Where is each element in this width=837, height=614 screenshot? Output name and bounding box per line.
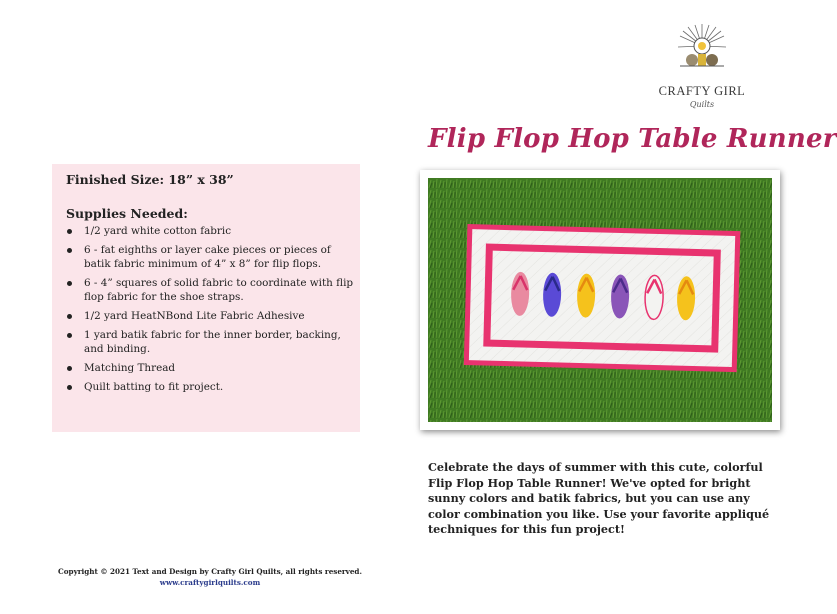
supplies-panel (52, 164, 360, 432)
supply-text: 1/2 yard HeatNBond Lite Fabric Adhesive (84, 310, 305, 322)
supply-text: 6 - 4” squares of solid fabric to coordinate with flip flop fabric for the shoe straps. (84, 277, 354, 303)
logo-name: CRAFTY GIRL (658, 84, 746, 98)
crafty-girl-logo (654, 22, 750, 122)
list-item (66, 309, 356, 323)
logo-subtitle: Quilts (689, 100, 715, 109)
bullet-icon (67, 229, 72, 234)
bullet-icon (67, 333, 72, 338)
bullet-icon (67, 314, 72, 319)
supply-text: Quilt batting to fit project. (84, 381, 224, 393)
flip-flop-icon (645, 275, 664, 319)
table-runner (466, 227, 737, 370)
page-title: Flip Flop Hop Table Runner (428, 124, 837, 154)
bullet-icon (67, 385, 72, 390)
list-item (66, 361, 356, 375)
sunburst-icon (676, 22, 728, 68)
list-item (66, 380, 356, 394)
list-item (66, 224, 356, 238)
supply-text: Matching Thread (84, 362, 176, 374)
supply-text: 1 yard batik fabric for the inner border, backing, and binding. (84, 329, 341, 355)
project-description: Celebrate the days of summer with this cute, colorful Flip Flop Hop Table Runner! We've opted for bright sunny colors and batik fabrics, but you can use any color combination you like. Use your favorite appliqué techniques for this fun project! (428, 460, 770, 536)
table-runner-photo (428, 178, 772, 422)
copyright-notice: Copyright © 2021 Text and Design by Crafty Girl Quilts, all rights reserved. (58, 567, 362, 576)
website-link[interactable]: www.craftygirlquilts.com (159, 578, 261, 587)
finished-size: Finished Size: 18” x 38” (66, 172, 234, 187)
supply-list (66, 224, 356, 399)
bullet-icon (67, 281, 72, 286)
supply-text: 1/2 yard white cotton fabric (84, 225, 232, 237)
bullet-icon (67, 366, 72, 371)
bullet-icon (67, 248, 72, 253)
product-photo-frame (420, 170, 780, 430)
list-item (66, 276, 356, 304)
list-item (66, 243, 356, 271)
supply-text: 6 - fat eighths or layer cake pieces or pieces of batik fabric minimum of 4” x 8” for flip flops. (84, 244, 331, 270)
list-item (66, 328, 356, 356)
supplies-heading: Supplies Needed: (66, 206, 188, 221)
